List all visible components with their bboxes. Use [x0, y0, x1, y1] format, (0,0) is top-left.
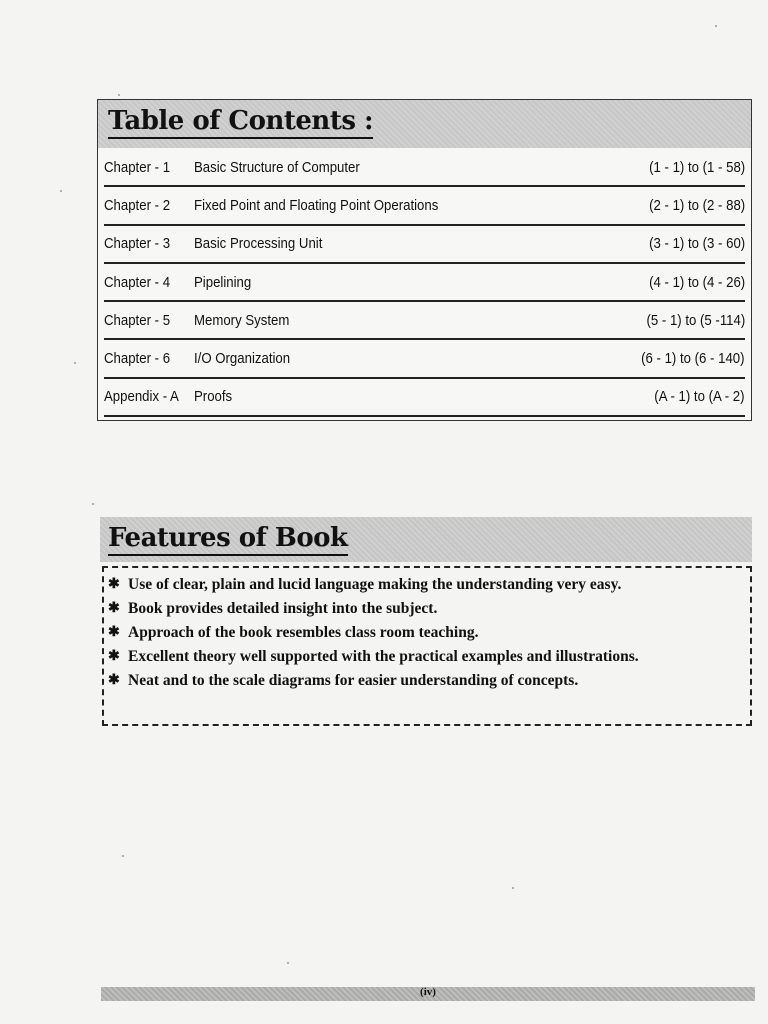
toc-row	[104, 302, 745, 340]
feature-text: Approach of the book resembles class room teaching.	[128, 624, 479, 641]
asterisk-bullet-icon: ✱	[108, 649, 120, 664]
feature-text: Book provides detailed insight into the subject.	[128, 600, 438, 617]
list-item	[108, 645, 744, 669]
scan-speck	[122, 855, 124, 857]
toc-chapter-label: Chapter - 2	[104, 196, 171, 214]
scan-speck	[715, 25, 717, 27]
scan-speck	[118, 94, 120, 96]
toc-row	[104, 187, 745, 225]
toc-page-range: (5 - 1) to (5 -114)	[646, 311, 745, 329]
features-title: Features of Book	[108, 523, 348, 556]
scan-speck	[60, 190, 62, 192]
toc-page-range: (6 - 1) to (6 - 140)	[641, 350, 745, 368]
asterisk-bullet-icon: ✱	[108, 601, 120, 616]
toc-chapter-name: Proofs	[194, 388, 233, 406]
footer-bar	[101, 987, 755, 1001]
toc-chapter-name: Basic Structure of Computer	[194, 158, 360, 176]
toc-page-range: (3 - 1) to (3 - 60)	[648, 235, 745, 253]
toc-chapter-label: Chapter - 5	[104, 311, 171, 329]
toc-row	[104, 226, 745, 264]
toc-row	[104, 264, 745, 302]
scan-speck	[512, 887, 514, 889]
toc-chapter-label: Chapter - 4	[104, 273, 171, 291]
toc-chapter-name: Memory System	[194, 311, 290, 329]
toc-chapter-label: Appendix - A	[104, 388, 179, 406]
page-number: (iv)	[420, 986, 436, 998]
feature-text: Excellent theory well supported with the practical examples and illustrations.	[128, 648, 639, 665]
toc-page-range: (A - 1) to (A - 2)	[654, 388, 745, 406]
features-header	[100, 517, 752, 562]
toc-chapter-label: Chapter - 6	[104, 350, 171, 368]
toc-row	[104, 379, 745, 417]
list-item	[108, 621, 744, 645]
toc-chapter-name: I/O Organization	[194, 350, 291, 368]
toc-chapter-name: Basic Processing Unit	[194, 235, 323, 253]
feature-text: Use of clear, plain and lucid language making the understanding very easy.	[128, 576, 622, 593]
list-item	[108, 573, 744, 597]
toc-chapter-name: Fixed Point and Floating Point Operations	[194, 196, 439, 214]
toc-page-range: (1 - 1) to (1 - 58)	[648, 158, 745, 176]
toc-row	[104, 149, 745, 187]
toc-rows	[104, 149, 745, 417]
feature-text: Neat and to the scale diagrams for easier understanding of concepts.	[128, 672, 579, 689]
list-item	[108, 669, 744, 693]
toc-chapter-name: Pipelining	[194, 273, 252, 291]
toc-page-range: (4 - 1) to (4 - 26)	[648, 273, 745, 291]
asterisk-bullet-icon: ✱	[108, 625, 120, 640]
toc-chapter-label: Chapter - 1	[104, 158, 171, 176]
asterisk-bullet-icon: ✱	[108, 577, 120, 592]
features-list	[108, 573, 744, 693]
toc-chapter-label: Chapter - 3	[104, 235, 171, 253]
list-item	[108, 597, 744, 621]
toc-page-range: (2 - 1) to (2 - 88)	[648, 196, 745, 214]
toc-header	[98, 100, 751, 148]
asterisk-bullet-icon: ✱	[108, 673, 120, 688]
table-of-contents	[97, 99, 752, 421]
scan-speck	[287, 962, 289, 964]
features-box	[102, 566, 752, 726]
toc-row	[104, 340, 745, 378]
scan-speck	[92, 503, 94, 505]
scan-speck	[74, 362, 76, 364]
toc-title: Table of Contents :	[108, 106, 373, 139]
